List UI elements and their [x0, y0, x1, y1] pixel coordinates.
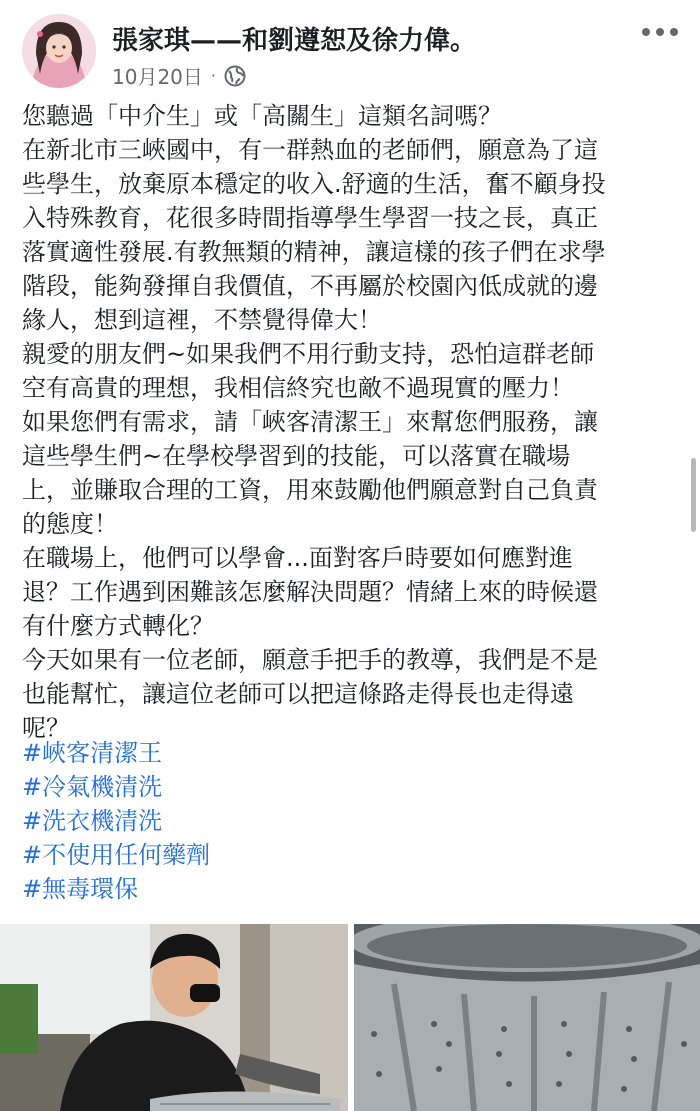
body-line: 親愛的朋友們~如果我們不用行動支持，恐怕這群老師 [22, 340, 595, 368]
hashtag-link[interactable]: #冷氣機清洗 [22, 773, 163, 801]
body-line: 這些學生們~在學校學習到的技能，可以落實在職場 [22, 442, 571, 470]
photo-student-cleaning[interactable] [0, 924, 348, 1111]
body-line: 在職場上，他們可以學會...面對客戶時要如何應對進 [22, 544, 573, 572]
body-line: 落實適性發展.有教無類的精神，讓這樣的孩子們在求學 [22, 238, 606, 266]
globe-icon[interactable] [224, 65, 246, 87]
more-dot [670, 28, 678, 36]
body-line: 些學生，放棄原本穩定的收入.舒適的生活，奮不顧身投 [22, 170, 606, 198]
hashtag-link[interactable]: #無毒環保 [22, 875, 139, 903]
body-line: 入特殊教育，花很多時間指導學生學習一技之長，真正 [22, 204, 598, 232]
more-dot [642, 28, 650, 36]
post-meta [112, 61, 246, 90]
post-photos [0, 924, 700, 1111]
hashtag-link[interactable]: #峽客清潔王 [22, 739, 163, 767]
body-line: 階段，能夠發揮自我價值，不再屬於校園內低成就的邊 [22, 272, 598, 300]
body-line: 今天如果有一位老師，願意手把手的教導，我們是不是 [22, 646, 598, 674]
more-dot [656, 28, 664, 36]
body-line: 如果您們有需求，請「峽客清潔王」來幫您們服務，讓 [22, 408, 598, 436]
body-line: 也能幫忙，讓這位老師可以把這條路走得長也走得遠 [22, 680, 574, 708]
more-options-icon[interactable] [642, 22, 678, 42]
post-header [0, 0, 700, 92]
hashtag-link[interactable]: #不使用任何藥劑 [22, 841, 211, 869]
hashtag-list [22, 736, 210, 906]
author-name[interactable]: 張家琪——和劉遵恕及徐力偉。 [112, 26, 477, 56]
hashtag-link[interactable]: #洗衣機清洗 [22, 807, 163, 835]
body-line: 您聽過「中介生」或「高關生」這類名詞嗎？ [22, 102, 502, 130]
body-line: 在新北市三峽國中，有一群熱血的老師們，願意為了這 [22, 136, 598, 164]
body-line: 上，並賺取合理的工資，用來鼓勵他們願意對自己負責 [22, 476, 598, 504]
body-line: 的態度！ [22, 510, 118, 538]
body-line: 退？工作遇到困難該怎麼解決問題？情緒上來的時候還 [22, 578, 598, 606]
body-line: 有什麼方式轉化？ [22, 612, 214, 640]
photo-washing-drum[interactable] [354, 924, 700, 1111]
post-body [22, 99, 682, 745]
author-avatar[interactable] [22, 14, 96, 88]
scrollbar-thumb[interactable] [691, 458, 696, 532]
body-line: 空有高貴的理想，我相信終究也敵不過現實的壓力！ [22, 374, 574, 402]
body-line: 呢？ [22, 714, 70, 742]
body-line: 緣人，想到這裡，不禁覺得偉大！ [22, 306, 382, 334]
post-date[interactable]: 10月20日 [112, 65, 203, 89]
meta-separator: · [210, 66, 216, 85]
